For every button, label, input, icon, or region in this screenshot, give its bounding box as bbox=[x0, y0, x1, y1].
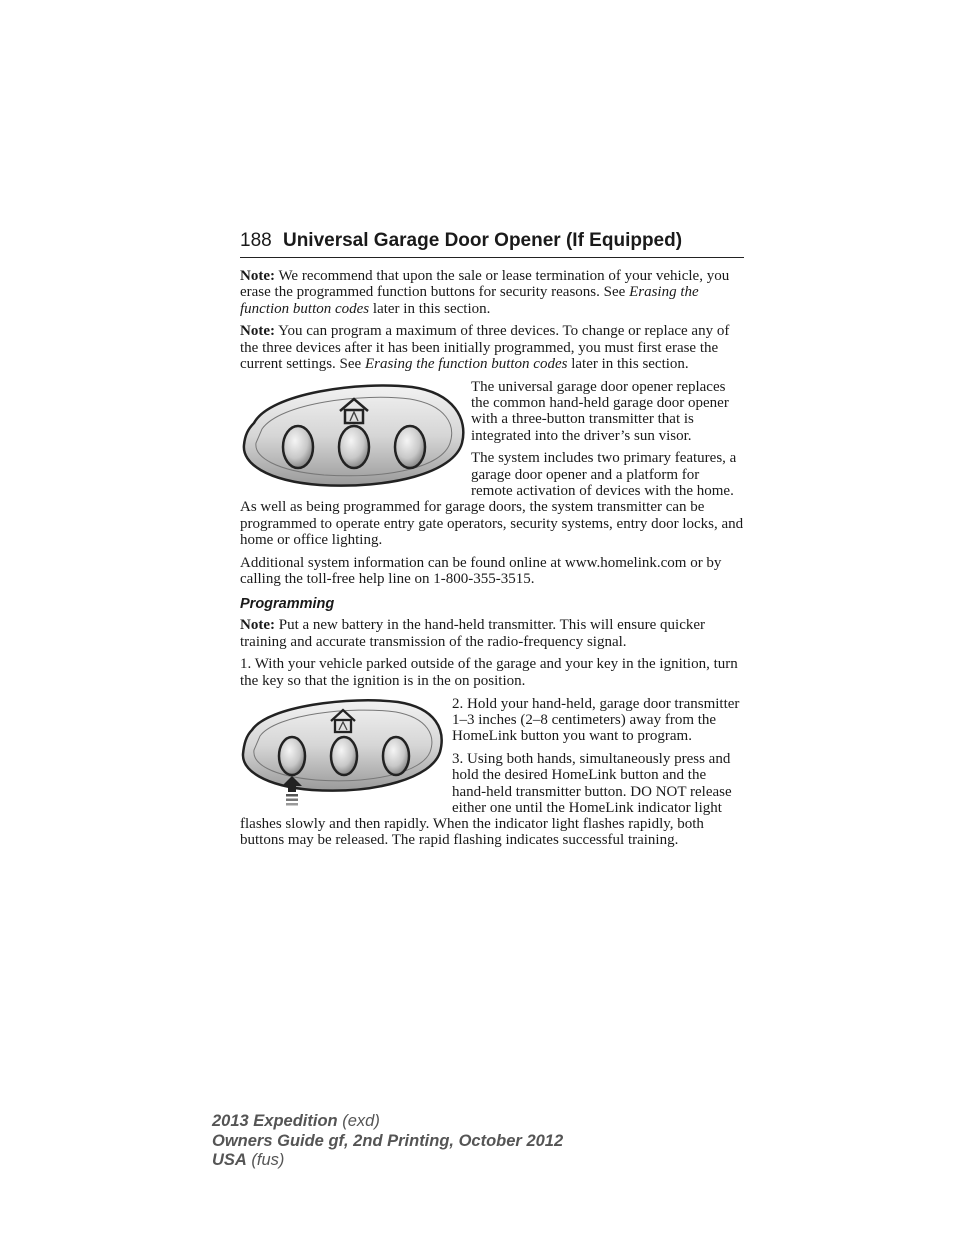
page-number: 188 bbox=[240, 230, 272, 251]
homelink-button-1 bbox=[279, 737, 305, 775]
homelink-button-1 bbox=[283, 426, 313, 468]
cross-reference: Erasing the function button codes bbox=[240, 284, 699, 317]
page-footer bbox=[212, 1112, 563, 1171]
intro-paragraph-2: The system includes two primary features, a garage door opener and a platform for remote activation of devices with the home. As well as being programmed for garage doors, the system transmitter can be programmed to operate entry gate operators, security systems, entry door locks, and home or office lighting. bbox=[240, 450, 744, 548]
page-header bbox=[240, 229, 744, 258]
homelink-programming-figure bbox=[240, 698, 446, 811]
note-battery: Note: Put a new battery in the hand-held transmitter. This will ensure quicker training and accurate transmission of the radio-frequency signal. bbox=[240, 617, 706, 650]
homelink-transmitter-figure bbox=[240, 381, 468, 491]
note-erase-security: Note: We recommend that upon the sale or lease termination of your vehicle, you erase the programmed function buttons for security reasons. See Erasing the function button codes later in this section. bbox=[240, 268, 730, 317]
note-max-devices: Note: You can program a maximum of three devices. To change or replace any of the three devices after it has been initially programmed, you must first erase the current settings. See Erasing the function button codes later in this section. bbox=[240, 323, 730, 372]
step-1: 1. With your vehicle parked outside of the garage and your key in the ignition, turn the key so that the ignition is in the on position. bbox=[240, 656, 738, 689]
homelink-button-2 bbox=[331, 737, 357, 775]
additional-info: Additional system information can be found online at www.homelink.com or by calling the toll-free help line on 1-800-355-3515. bbox=[240, 554, 722, 588]
step-2: 2. Hold your hand-held, garage door transmitter 1–3 inches (2–8 centimeters) away from the HomeLink button you want to program. bbox=[452, 695, 740, 745]
footer-edition: Owners Guide gf, 2nd Printing, October 2012 bbox=[212, 1131, 564, 1150]
homelink-button-3 bbox=[383, 737, 409, 775]
homelink-button-3 bbox=[395, 426, 425, 468]
intro-paragraph-1: The universal garage door opener replaces the common hand-held garage door opener with a three-button transmitter that is integrated into the driver’s sun visor. bbox=[471, 378, 729, 444]
footer-vehicle: 2013 Expedition (exd) bbox=[212, 1112, 380, 1130]
programming-heading: Programming bbox=[240, 596, 335, 613]
cross-reference: Erasing the function button codes bbox=[364, 355, 568, 372]
page-content bbox=[240, 268, 744, 855]
homelink-button-2 bbox=[339, 426, 369, 468]
footer-market: USA (fus) bbox=[212, 1151, 285, 1169]
section-title: Universal Garage Door Opener (If Equipped) bbox=[282, 230, 683, 251]
step-3: 3. Using both hands, simultaneously press and hold the desired HomeLink button and the hand-held transmitter button. DO NOT release either one until the HomeLink indicator light flashes slowly and then rapidly. When the indicator light flashes rapidly, both buttons may be released. The rapid flashing indicates successful training. bbox=[240, 750, 732, 849]
